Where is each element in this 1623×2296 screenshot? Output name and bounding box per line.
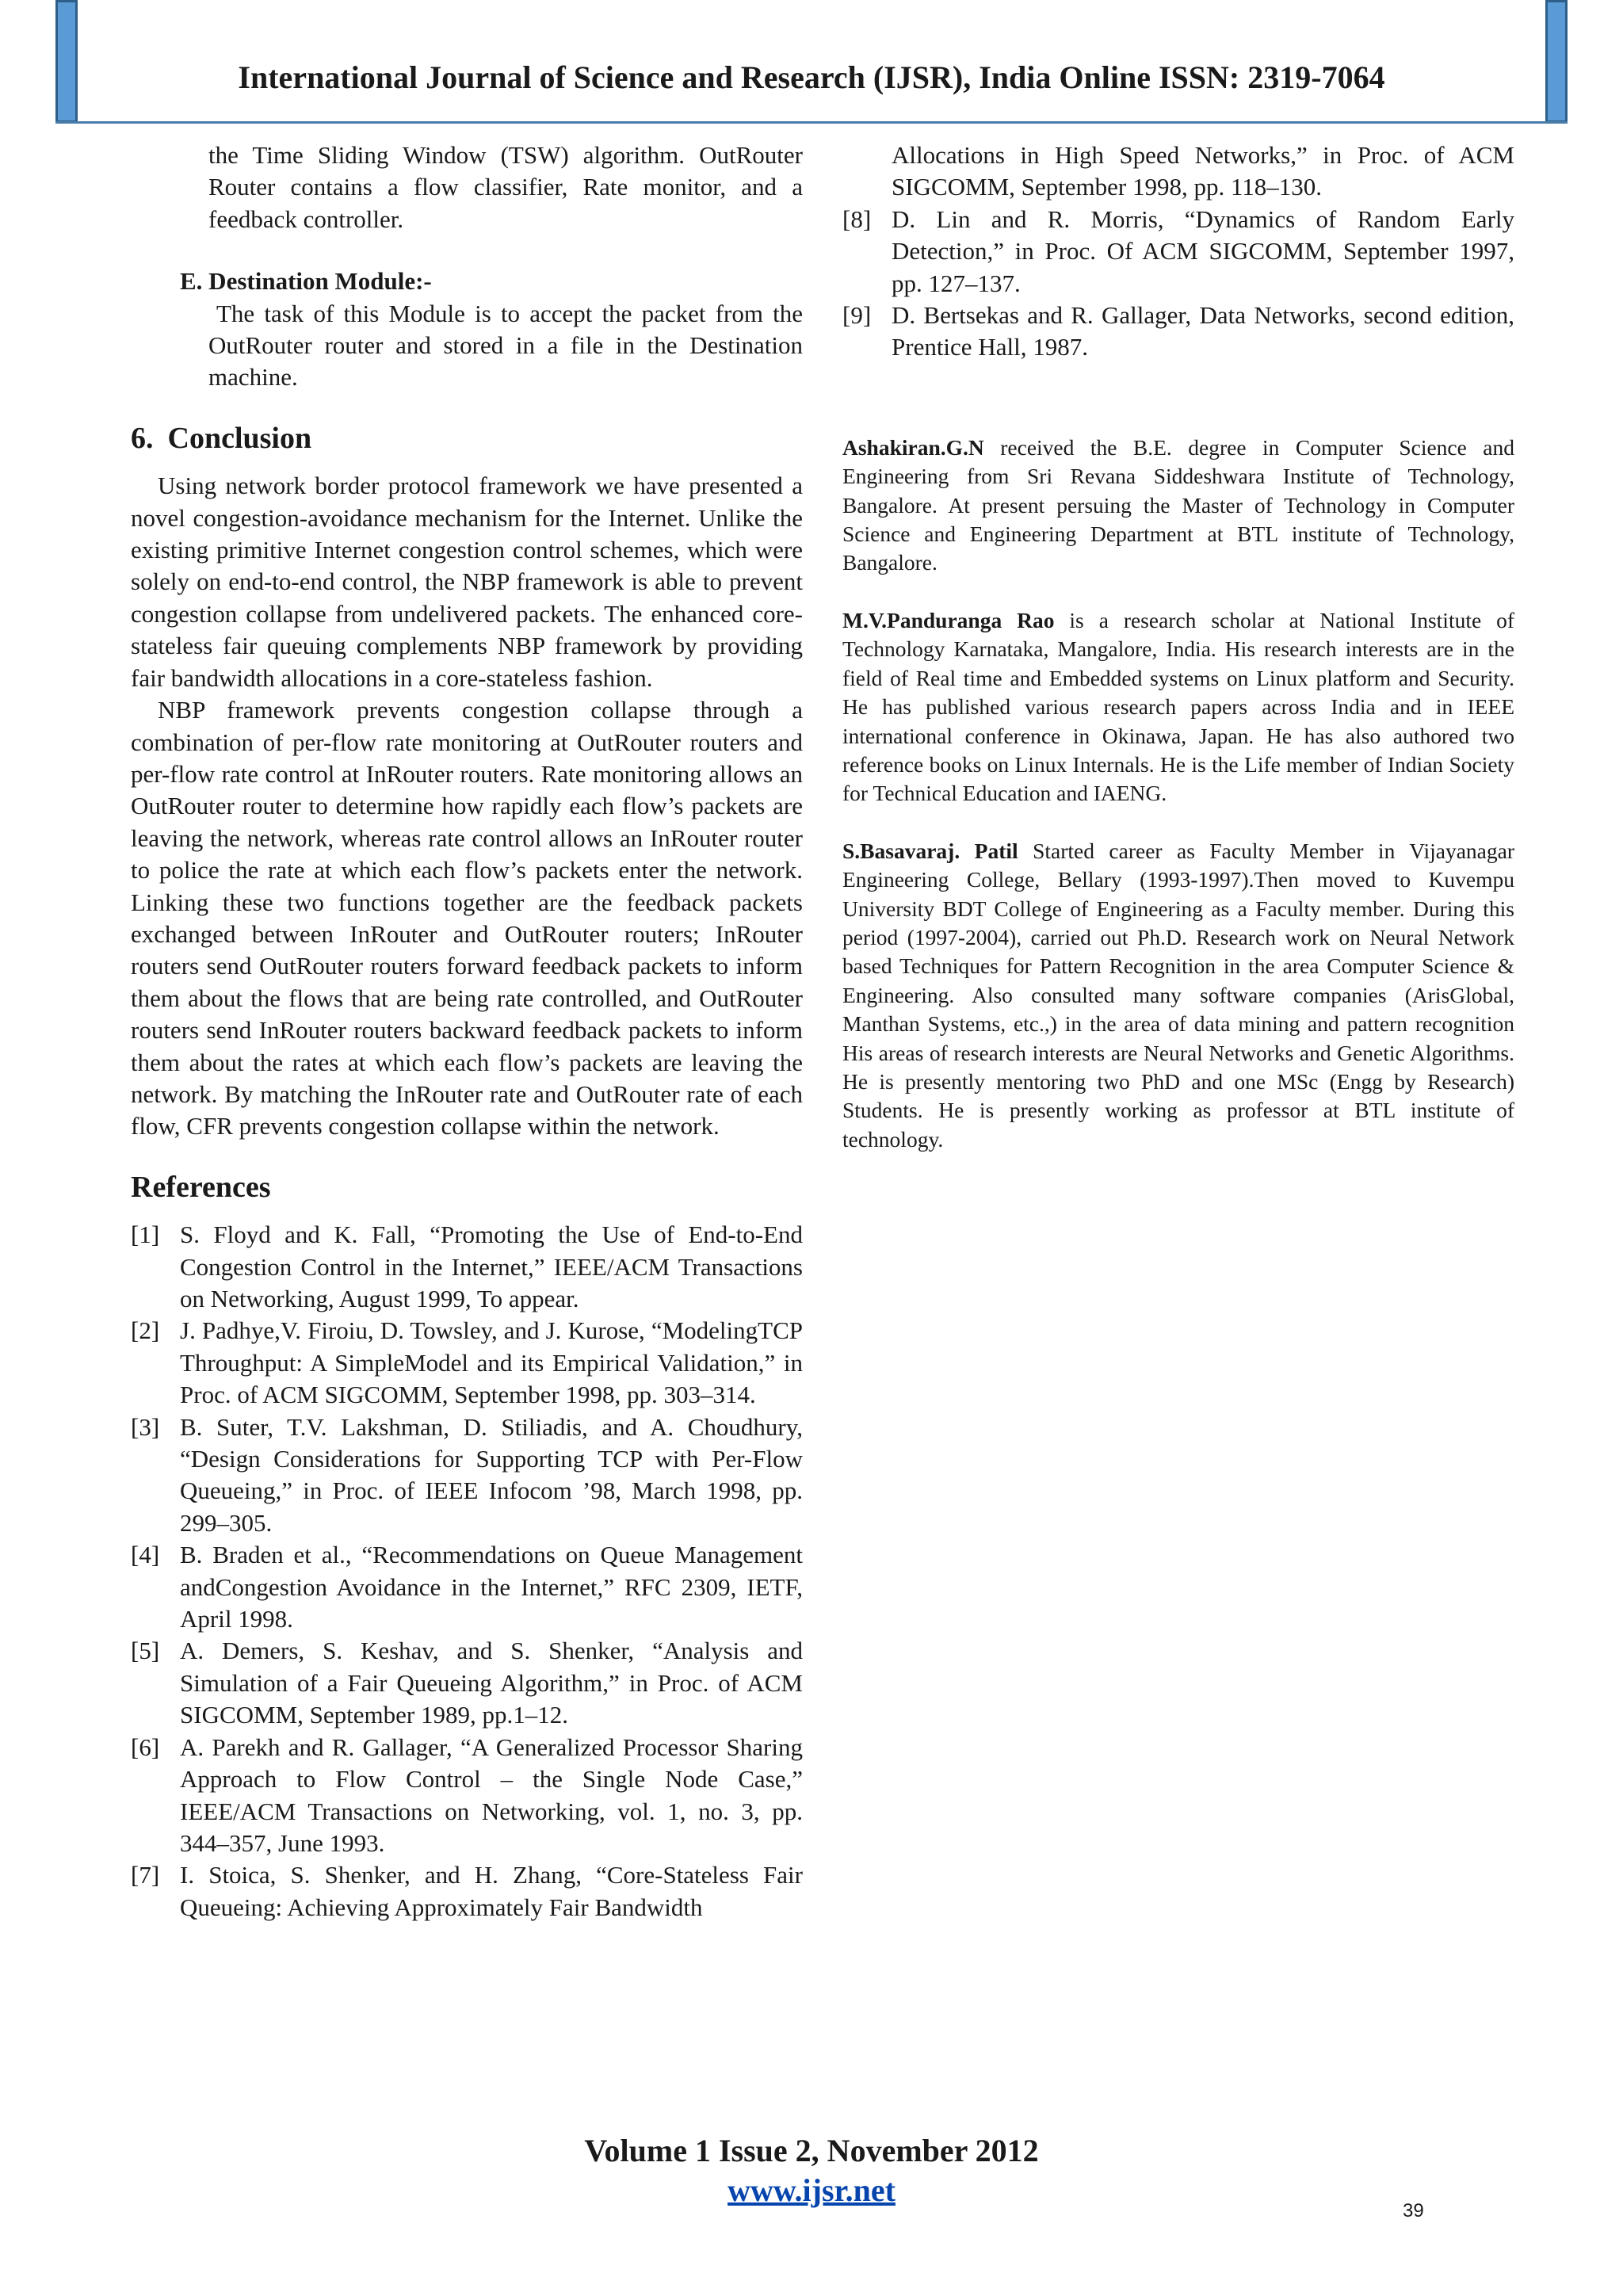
reference-item — [131, 1859, 803, 1924]
references-list — [131, 1219, 803, 1924]
reference-number: [6] — [131, 1733, 160, 1761]
reference-number: [9] — [842, 301, 872, 330]
reference-text: D. Bertsekas and R. Gallager, Data Networks, second edition, Prentice Hall, 1987. — [892, 301, 1514, 361]
author-bio-text: is a research scholar at National Institute of Technology Karnataka, Mangalore, India. His research interests are in the field of Real time and Embedded systems on Linux platform and Security. He has published various research papers across India and in IEEE international conference in Okinawa, Japan. He has also authored two reference books on Linux Internals. He is the Life member of Indian Society for Technical Education and IAENG. — [842, 607, 1515, 806]
reference-text: D. Lin and R. Morris, “Dynamics of Random Early Detection,” in Proc. Of ACM SIGCOMM, September 1997, pp. 127–137. — [892, 204, 1514, 297]
reference-text: A. Parekh and R. Gallager, “A Generalized Processor Sharing Approach to Flow Control – the Single Node Case,” IEEE/ACM Transactions on Networking, vol. 1, no. 3, pp. 344–357, June 1993. — [180, 1733, 803, 1857]
author-name: M.V.Panduranga Rao — [842, 607, 1055, 632]
reference-text: Allocations in High Speed Networks,” in Proc. of ACM SIGCOMM, September 1998, pp. 118–130. — [892, 141, 1514, 201]
reference-number: [2] — [131, 1316, 160, 1345]
journal-title: International Journal of Science and Research (IJSR), India Online ISSN: 2319-7064 — [238, 59, 1385, 95]
author-bio-text: received the B.E. degree in Computer Science and Engineering from Sri Revana Siddeshwara Institute of Technology, Bangalore. At present persuing the Master of Technology in Computer Science and Engineering Department at BTL institute of Technology, Bangalore. — [842, 434, 1514, 575]
conclusion-paragraph: NBP framework prevents congestion collapse through a combination of per-flow rate monitoring at OutRouter routers and per-flow rate control at InRouter routers. Rate monitoring allows an OutRouter router to determine how rapidly each flow’s packets are leaving the network, whereas rate control allows an InRouter router to police the rate at which each flow’s packets enter the network. Linking these two functions together are the feedback packets exchanged between InRouter and OutRouter routers; InRouter routers send OutRouter routers forward feedback packets to inform them about the flows that are being rate controlled, and OutRouter routers send InRouter routers backward feedback packets to inform them about the rates at which each flow’s packets are leaving the network. By matching the InRouter rate and OutRouter rate of each flow, CFR prevents congestion collapse within the network. — [131, 696, 803, 1140]
author-name: Ashakiran.G.N — [842, 434, 984, 460]
conclusion-paragraph: Using network border protocol framework we have presented a novel congestion-avoidance mechanism for the Internet. Unlike the existing primitive Internet congestion control schemes, which were solely on end-to-end control, the NBP framework is able to prevent congestion collapse from undelivered packets. The enhanced core-stateless fair queuing complements NBP framework by providing fair bandwidth allocations in a core-stateless fashion. — [131, 472, 803, 692]
reference-text: A. Demers, S. Keshav, and S. Shenker, “Analysis and Simulation of a Fair Queueing Algorithm,” in Proc. of ACM SIGCOMM, September 1989, pp.1–12. — [180, 1637, 803, 1729]
right-column — [842, 139, 1514, 1154]
author-bios — [842, 434, 1514, 1154]
reference-item — [131, 1539, 803, 1635]
author-bio — [842, 606, 1514, 808]
conclusion-title: Conclusion — [167, 421, 312, 455]
destination-module-heading: E. Destination Module:- — [180, 267, 432, 296]
author-name: S.Basavaraj. Patil — [842, 838, 1018, 863]
references-list-continued — [842, 139, 1514, 364]
reference-text: I. Stoica, S. Shenker, and H. Zhang, “Core-Stateless Fair Queueing: Achieving Approximately Fair Bandwidth — [180, 1861, 803, 1921]
footer-website-link[interactable]: www.ijsr.net — [727, 2172, 896, 2208]
footer-volume: Volume 1 Issue 2, November 2012 — [584, 2133, 1039, 2168]
reference-number: [3] — [131, 1412, 160, 1441]
reference-text: S. Floyd and K. Fall, “Promoting the Use of End-to-End Congestion Control in the Internet,” IEEE/ACM Transactions on Networking, August 1999, To appear. — [180, 1221, 803, 1312]
author-bio — [842, 434, 1514, 578]
reference-number: [5] — [131, 1637, 160, 1665]
author-bio — [842, 837, 1514, 1154]
author-bio-text: Started career as Faculty Member in Vijayanagar Engineering College, Bellary (1993-1997).Then moved to Kuvempu University BDT College of Engineering as a Faculty member. During this period (1997-2004), carried out Ph.D. Research work on Neural Network based Techniques for Pattern Recognition in the area Computer Science & Engineering. Also consulted many software companies (ArisGlobal, Manthan Systems, etc.,) in the area of data mining and pattern recognition His areas of research interests are Neural Networks and Genetic Algorithms. He is presently mentoring two PhD and one MSc (Engg by Research) Students. He is presently working as professor at BTL institute of technology. — [842, 838, 1514, 1152]
references-heading: References — [131, 1170, 271, 1204]
left-column — [131, 139, 803, 1924]
reference-text: B. Suter, T.V. Lakshman, D. Stiliadis, and A. Choudhury, “Design Considerations for Supporting TCP with Per-Flow Queueing,” in Proc. of IEEE Infocom ’98, March 1998, pp. 299–305. — [180, 1412, 803, 1537]
reference-item — [131, 1732, 803, 1860]
conclusion-number: 6. — [131, 421, 154, 455]
page-number: 39 — [1403, 2200, 1424, 2222]
conclusion-heading — [131, 422, 803, 454]
reference-text: B. Braden et al., “Recommendations on Queue Management andCongestion Avoidance in the Internet,” RFC 2309, IETF, April 1998. — [180, 1541, 803, 1633]
reference-item — [842, 204, 1514, 300]
destination-module-body — [131, 298, 803, 394]
reference-item — [131, 1315, 803, 1411]
reference-number: [1] — [131, 1221, 160, 1249]
intro-paragraph: the Time Sliding Window (TSW) algorithm. OutRouter Router contains a flow classifier, Rate monitor, and a feedback controller. — [208, 141, 803, 233]
reference-item-continuation — [842, 139, 1514, 204]
reference-text: J. Padhye,V. Firoiu, D. Towsley, and J. Kurose, “ModelingTCP Throughput: A SimpleModel and its Empirical Validation,” in Proc. of ACM SIGCOMM, September 1998, pp. 303–314. — [180, 1316, 803, 1409]
reference-item — [131, 1412, 803, 1540]
reference-number: [4] — [131, 1541, 160, 1569]
reference-item — [842, 300, 1514, 364]
reference-number: [8] — [842, 204, 872, 233]
destination-module-text: The task of this Module is to accept the packet from the OutRouter router and stored in a file in the Destination machine. — [208, 299, 803, 392]
reference-number: [7] — [131, 1861, 160, 1889]
reference-item — [131, 1219, 803, 1315]
reference-item — [131, 1635, 803, 1731]
header-divider — [55, 121, 1568, 124]
